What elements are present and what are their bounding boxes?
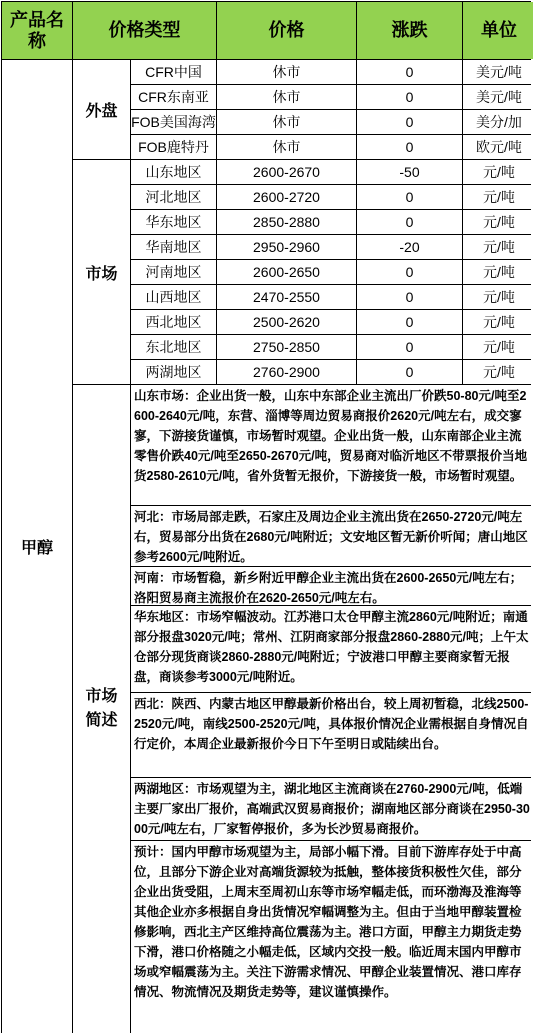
price-type-cell: 河北地区 [131,185,216,209]
header-price-type: 价格类型 [73,2,216,59]
unit-cell: 元/吨 [463,185,533,209]
price-type-cell: 河南地区 [131,260,216,284]
price-cell: 2760-2900 [217,360,356,384]
price-cell: 2750-2850 [217,335,356,359]
unit-cell: 美元/吨 [463,60,533,84]
price-cell: 2470-2550 [217,285,356,309]
change-cell: -50 [357,160,462,184]
unit-cell: 欧元/吨 [463,135,533,159]
price-type-cell: 两湖地区 [131,360,216,384]
price-cell: 休市 [217,135,356,159]
price-type-cell: 华东地区 [131,210,216,234]
unit-cell: 美分/加 [463,110,533,134]
price-type-cell: FOB美国海湾 [131,110,216,134]
unit-cell: 元/吨 [463,235,533,259]
price-cell: 2600-2720 [217,185,356,209]
price-cell: 2600-2650 [217,260,356,284]
summary-forecast: 预计：国内甲醇市场观望为主，局部小幅下滑。目前下游库存处于中高位，且部分下游企业对高端货源较为抵触，整体接货积极性欠佳，部分企业出货受阻，上周末至周初山东等市场窄幅走低，而环渤海及淮海等其他企业亦多根据自身出货情况窄幅调整为主。但由于当地甲醇装置检修影响，西北主产区维持高位震荡为主。港口方面，甲醇主力期货走势下滑，港口价格随之小幅走低，区域内交投一般。临近周末国内甲醇市场或窄幅震荡为主。关注下游需求情况、甲醇企业装置情况、港口库存情况、物流情况及期货走势等，建议谨慎操作。 [131,841,533,1033]
unit-cell: 元/吨 [463,335,533,359]
group-summary: 市场简述 [73,385,130,1033]
group-outer: 外盘 [73,60,130,159]
price-type-cell: 东北地区 [131,335,216,359]
group-market: 市场 [73,160,130,384]
price-cell: 2600-2670 [217,160,356,184]
summary-lianghu: 两湖地区：市场观望为主，湖北地区主流商谈在2760-2900元/吨，低端主要厂家出厂报价，高端武汉贸易商报价；湖南地区部分商谈在2950-3000元/吨左右，厂家暂停报价，多为长沙贸易商报价。 [131,778,533,840]
price-cell: 2850-2880 [217,210,356,234]
price-cell: 2950-2960 [217,235,356,259]
unit-cell: 美元/吨 [463,85,533,109]
price-cell: 休市 [217,60,356,84]
header-unit: 单位 [463,2,533,59]
price-type-cell: 山西地区 [131,285,216,309]
price-type-cell: 山东地区 [131,160,216,184]
unit-cell: 元/吨 [463,260,533,284]
unit-cell: 元/吨 [463,210,533,234]
summary-shandong: 山东市场：企业出货一般，山东中东部企业主流出厂价跌50-80元/吨至2600-2640元/吨，东营、淄博等周边贸易商报价2620元/吨左右，成交寥寥，下游接货谨慎，市场暂时观望。企业出货一般，山东南部企业主流零售价跌40元/吨至2650-2670元/吨，贸易商对临沂地区不带票报价当地货2580-2610元/吨，省外货暂无报价，下游接货一般，市场暂时观望。 [131,385,533,505]
unit-cell: 元/吨 [463,360,533,384]
change-cell: 0 [357,85,462,109]
price-type-cell: FOB鹿特丹 [131,135,216,159]
methanol-price-table [1,1,531,1033]
header-price: 价格 [217,2,356,59]
change-cell: -20 [357,235,462,259]
change-cell: 0 [357,260,462,284]
change-cell: 0 [357,60,462,84]
summary-henan: 河南：市场暂稳，新乡附近甲醇企业主流出货在2600-2650元/吨左右；洛阳贸易商主流报价在2620-2650元/吨左右。 [131,567,533,605]
product-name: 甲醇 [2,60,72,1033]
unit-cell: 元/吨 [463,285,533,309]
change-cell: 0 [357,335,462,359]
price-cell: 休市 [217,110,356,134]
unit-cell: 元/吨 [463,310,533,334]
price-type-cell: 西北地区 [131,310,216,334]
summary-xibei: 西北：陕西、内蒙古地区甲醇最新价格出台，较上周初暂稳，北线2500-2520元/吨，南线2500-2520元/吨，具体报价情况企业需根据自身情况自行定价，本周企业最新报价今日下午至明日或陆续出台。 [131,693,533,777]
price-type-cell: CFR中国 [131,60,216,84]
change-cell: 0 [357,135,462,159]
change-cell: 0 [357,285,462,309]
summary-huadong: 华东地区：市场窄幅波动。江苏港口太仓甲醇主流2860元/吨附近；南通部分报盘3020元/吨；常州、江阴商家部分报盘2860-2880元/吨；上午太仓部分现货商谈2860-2880元/吨附近；宁波港口甲醇主要商家暂无报盘，商谈参考3000元/吨附近。 [131,606,533,692]
header-change: 涨跌 [357,2,462,59]
unit-cell: 元/吨 [463,160,533,184]
header-product: 产品名称 [2,2,72,59]
summary-hebei: 河北：市场局部走跌，石家庄及周边企业主流出货在2650-2720元/吨左右，贸易部分出货在2680元/吨附近；文安地区暂无新价听闻；唐山地区参考2600元/吨附近。 [131,506,533,566]
change-cell: 0 [357,110,462,134]
price-cell: 休市 [217,85,356,109]
change-cell: 0 [357,310,462,334]
price-type-cell: 华南地区 [131,235,216,259]
change-cell: 0 [357,210,462,234]
change-cell: 0 [357,185,462,209]
price-cell: 2500-2620 [217,310,356,334]
price-type-cell: CFR东南亚 [131,85,216,109]
change-cell: 0 [357,360,462,384]
